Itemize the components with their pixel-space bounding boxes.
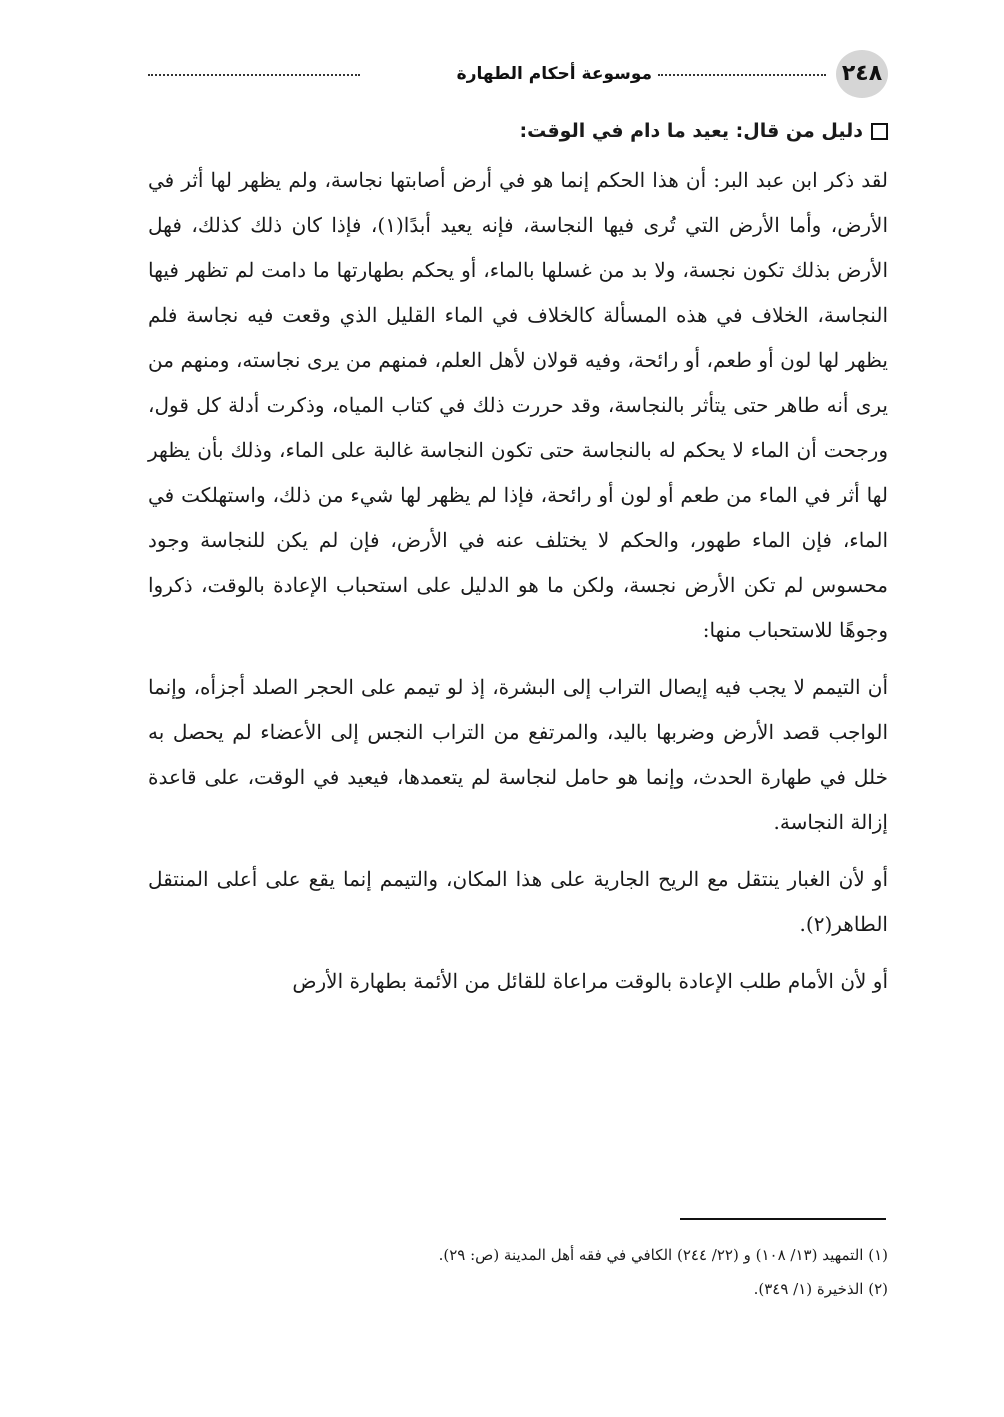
section-heading-text: دليل من قال: يعيد ما دام في الوقت: <box>519 120 863 142</box>
paragraph-1: لقد ذكر ابن عبد البر: أن هذا الحكم إنما هو في أرض أصابتها نجاسة، ولم يظهر لها أثر في الأرض، وأما الأرض التي تُرى فيها النجاسة، فإنه يعيد أبدًا(١)، فإذا كان ذلك كذلك، فهل الأرض بذلك تكون نجسة، ولا بد من غسلها بالماء، أو يحكم بطهارتها ما دامت لم تظهر فيها النجاسة، الخلاف في هذه المسألة كالخلاف في الماء القليل الذي وقعت فيه نجاسة فلم يظهر لها لون أو طعم، أو رائحة، وفيه قولان لأهل العلم، فمنهم من يرى نجاسته، ومنهم من يرى أنه طاهر حتى يتأثر بالنجاسة، وقد حررت ذلك في كتاب المياه، وذكرت أدلة كل قول، ورجحت أن الماء لا يحكم له بالنجاسة حتى تكون النجاسة غالبة على الماء، وذلك بأن يظهر لها أثر في الماء من طعم أو لون أو رائحة، فإذا لم يظهر لها شيء من ذلك، واستهلكت في الماء، فإن الماء طهور، والحكم لا يختلف عنه في الأرض، فإن لم يكن للنجاسة وجود محسوس لم تكن الأرض نجسة، ولكن ما هو الدليل على استحباب الإعادة بالوقت، ذكروا وجوهًا للاستحباب منها: <box>148 168 888 642</box>
footnote-1: (١) التمهيد (١٣/ ١٠٨) و (٢٢/ ٢٤٤) الكافي في فقه أهل المدينة (ص: ٢٩). <box>438 1246 888 1264</box>
footnote-2: (٢) الذخيرة (١/ ٣٤٩). <box>753 1280 888 1298</box>
header-dotted-rule-right <box>658 74 826 76</box>
page-body <box>148 110 888 1016</box>
page-number: ٢٤٨ <box>836 50 888 98</box>
paragraph-3: أو لأن الغبار ينتقل مع الريح الجارية على هذا المكان، والتيمم إنما يقع على أعلى المنتقل الطاهر(٢). <box>148 867 888 936</box>
paragraph-2: أن التيمم لا يجب فيه إيصال التراب إلى البشرة، إذ لو تيمم على الحجر الصلد أجزأه، وإنما الواجب قصد الأرض وضربها باليد، والمرتفع من التراب النجس إلى الأعضاء لم يحصل به خلل في طهارة الحدث، وإنما هو حامل لنجاسة لم يتعمدها، فيعيد في الوقت، على قاعدة إزالة النجاسة. <box>148 675 888 834</box>
paragraph-4: أو لأن الأمام طلب الإعادة بالوقت مراعاة للقائل من الأئمة بطهارة الأرض <box>292 969 888 993</box>
header-dotted-rule-left <box>148 74 360 76</box>
page-header <box>140 50 888 98</box>
section-heading <box>148 110 888 152</box>
header-title: موسوعة أحكام الطهارة <box>456 64 652 84</box>
footnote-separator <box>680 1218 886 1220</box>
footnotes <box>148 1238 888 1306</box>
checkbox-bullet-icon <box>871 123 888 140</box>
